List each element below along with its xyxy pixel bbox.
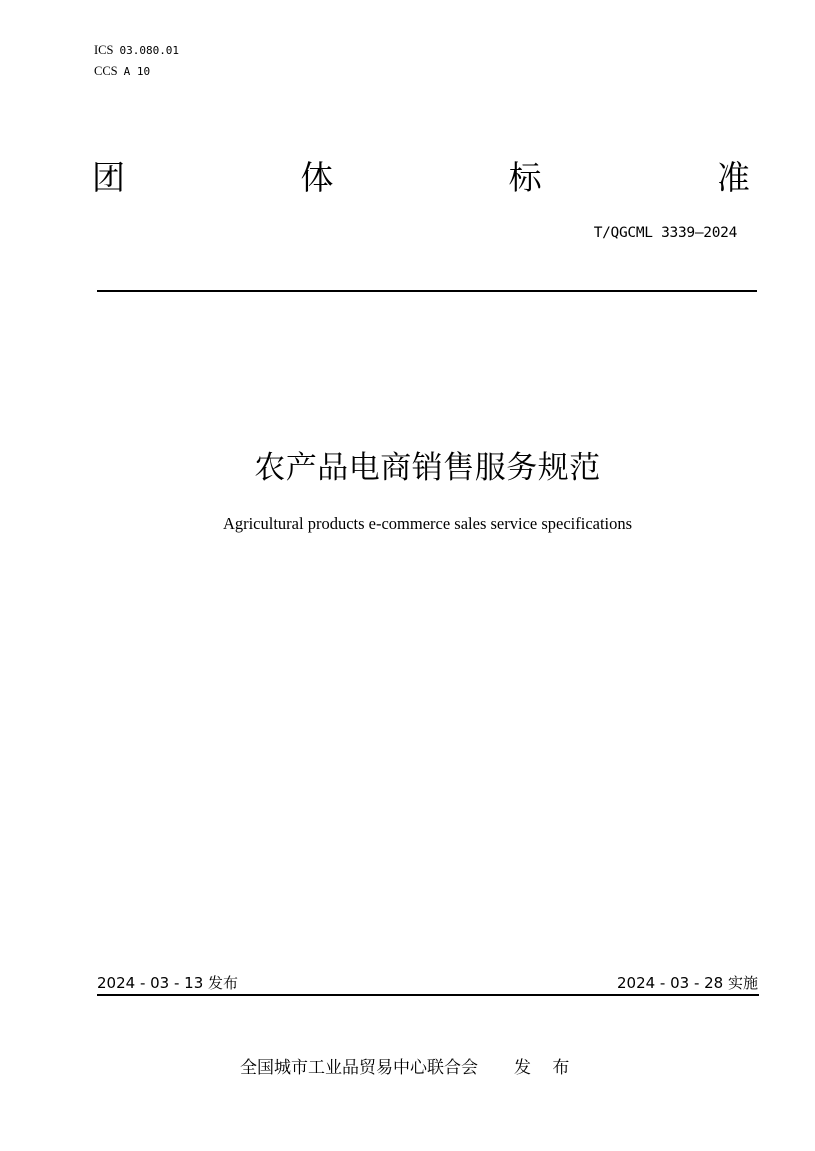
implementation-date: 2024 - 03 - 28 实施 <box>616 974 758 992</box>
publish-date: 2024 - 03 - 13 发布 <box>97 974 239 992</box>
standard-type-char: 准 <box>716 158 750 197</box>
publisher-action: 发 布 <box>514 1058 578 1078</box>
document-title-english: Agricultural products e-commerce sales service specifications <box>222 514 633 533</box>
standard-type-char: 团 <box>92 158 125 197</box>
ics-value: 03.080.01 <box>119 44 180 57</box>
standard-type-heading <box>92 156 750 200</box>
ics-line <box>94 40 179 61</box>
ics-label: ICS <box>94 43 114 57</box>
ccs-line <box>94 61 179 82</box>
top-divider <box>97 290 757 292</box>
standard-number: T/QGCML 3339—2024 <box>593 225 737 241</box>
standard-type-char: 体 <box>300 158 334 197</box>
ccs-label: CCS <box>94 64 118 78</box>
publisher-name: 全国城市工业品贸易中心联合会 <box>240 1058 478 1078</box>
document-title-chinese: 农产品电商销售服务规范 <box>254 450 601 486</box>
bottom-divider <box>97 994 759 996</box>
classification-codes <box>94 40 179 82</box>
publisher-line <box>240 1053 577 1078</box>
ccs-value: A 10 <box>123 65 151 78</box>
standard-type-char: 标 <box>508 158 542 197</box>
